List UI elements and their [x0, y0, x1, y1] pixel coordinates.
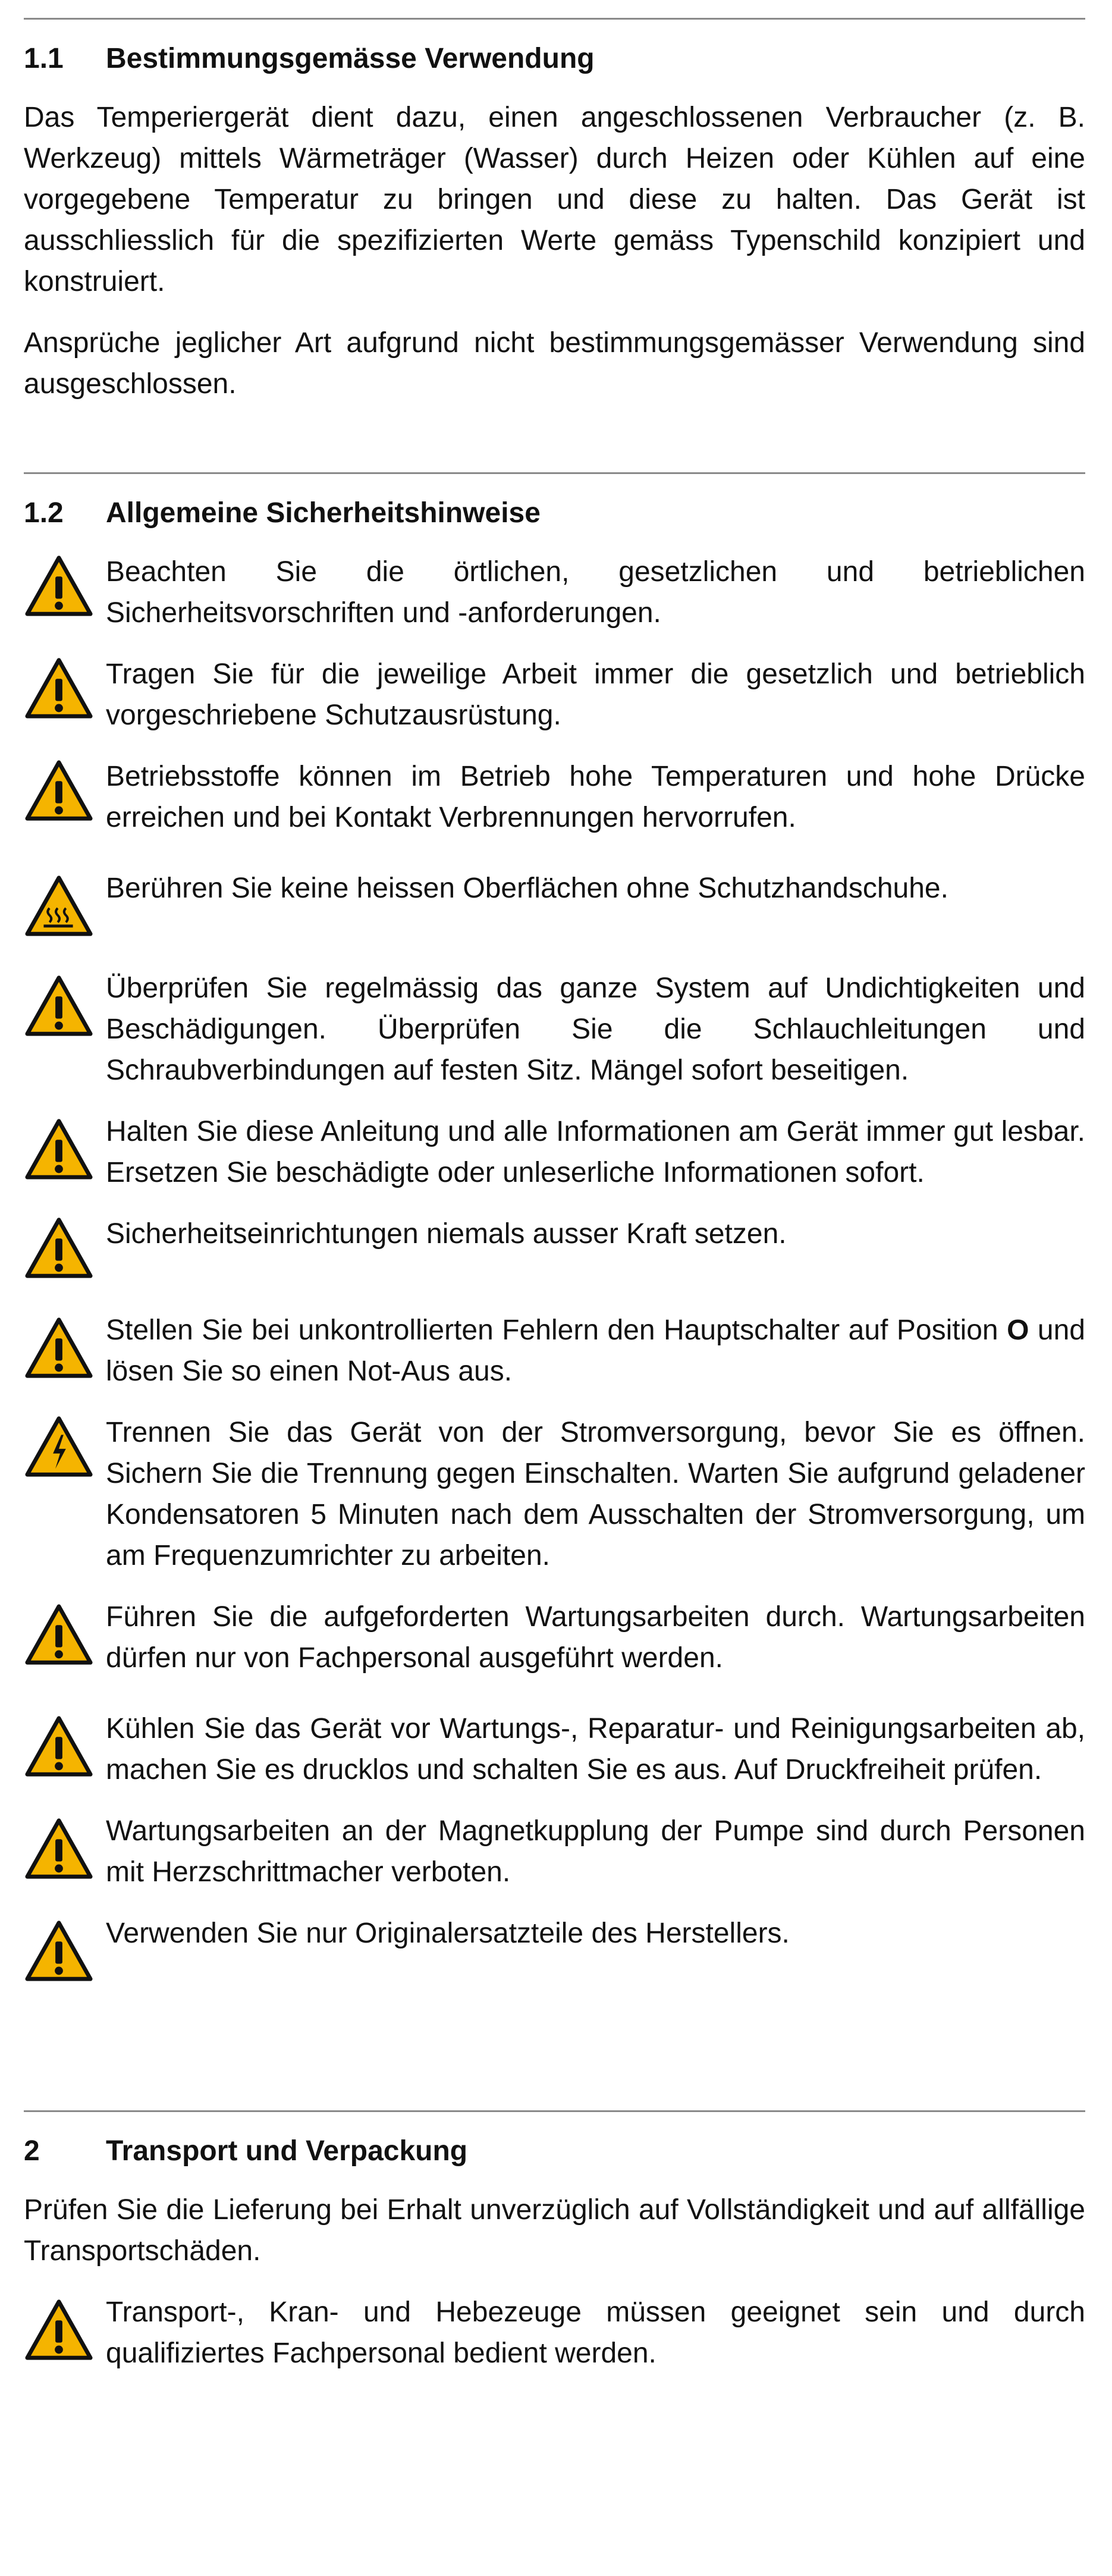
safety-note-text: Halten Sie diese Anleitung und alle Informationen am Gerät immer gut lesbar. Ersetzen Sie beschädigte oder unleserliche Informationen sofort.	[106, 1116, 1085, 1188]
warning-icon	[24, 1913, 106, 1983]
warning-icon	[24, 1811, 106, 1881]
safety-note-text: Transport-, Kran- und Hebezeuge müssen geeignet sein und durch qualifiziertes Fachpersonal bedient werden.	[106, 2296, 1085, 2369]
section-number: 2	[24, 2135, 40, 2167]
safety-note	[24, 868, 1085, 938]
warning-icon	[24, 756, 106, 823]
safety-note-text: Sicherheitseinrichtungen niemals ausser Kraft setzen.	[106, 1218, 787, 1250]
safety-note	[24, 1811, 1085, 1893]
paragraph: Ansprüche jeglicher Art aufgrund nicht bestimmungsgemässer Verwendung sind ausgeschlossen.	[24, 327, 1085, 400]
section-divider	[24, 2110, 1085, 2112]
electrical-hazard-icon	[24, 1412, 106, 1479]
section-title: Allgemeine Sicherheitshinweise	[106, 497, 541, 529]
warning-icon	[24, 1213, 106, 1280]
safety-note	[24, 654, 1085, 736]
section-heading	[24, 495, 1085, 531]
safety-note	[24, 1310, 1085, 1392]
safety-note-text: Überprüfen Sie regelmässig das ganze System auf Undichtigkeiten und Beschädigungen. Überprüfen Sie die Schlauchleitungen und Schraubverbindungen auf festen Sitz. Mängel sofort beseitigen.	[106, 972, 1085, 1086]
safety-note-text: Führen Sie die aufgeforderten Wartungsarbeiten durch. Wartungsarbeiten dürfen nur von Fachpersonal ausgeführt werden.	[106, 1601, 1085, 1674]
section-number: 1.1	[24, 43, 64, 74]
section-divider	[24, 18, 1085, 20]
safety-note	[24, 1412, 1085, 1576]
switch-position-label: O	[1007, 1314, 1029, 1346]
hot-surface-icon	[24, 868, 106, 938]
section-heading	[24, 41, 1085, 77]
safety-note-text: Betriebsstoffe können im Betrieb hohe Temperaturen und hohe Drücke erreichen und bei Kontakt Verbrennungen hervorrufen.	[106, 761, 1085, 833]
safety-note-text: Wartungsarbeiten an der Magnetkupplung der Pumpe sind durch Personen mit Herzschrittmacher verboten.	[106, 1815, 1085, 1888]
warning-icon	[24, 2292, 106, 2362]
safety-note-text-part: Stellen Sie bei unkontrollierten Fehlern den Hauptschalter auf Position	[106, 1314, 1007, 1346]
paragraph: Prüfen Sie die Lieferung bei Erhalt unverzüglich auf Vollständigkeit und auf allfällige Transportschäden.	[24, 2194, 1085, 2267]
safety-note-text: Kühlen Sie das Gerät vor Wartungs-, Reparatur- und Reinigungsarbeiten ab, machen Sie es drucklos und schalten Sie es aus. Auf Druckfreiheit prüfen.	[106, 1713, 1085, 1786]
safety-note-text	[106, 1310, 1085, 1392]
safety-note-text: Beachten Sie die örtlichen, gesetzlichen und betrieblichen Sicherheitsvorschriften und -anforderungen.	[106, 556, 1085, 629]
section-heading	[24, 2133, 1085, 2169]
safety-note	[24, 1708, 1085, 1790]
warning-icon	[24, 968, 106, 1038]
document-page	[24, 18, 1085, 2394]
safety-note-text: Berühren Sie keine heissen Oberflächen ohne Schutzhandschuhe.	[106, 873, 948, 904]
warning-icon	[24, 1596, 106, 1667]
safety-note	[24, 551, 1085, 633]
warning-icon	[24, 551, 106, 618]
warning-icon	[24, 654, 106, 720]
safety-note	[24, 1913, 1085, 1983]
warning-icon	[24, 1310, 106, 1380]
section-divider	[24, 472, 1085, 474]
safety-note-text-part: und lösen Sie so einen Not-Aus aus.	[106, 1314, 1085, 1387]
paragraph: Das Temperiergerät dient dazu, einen angeschlossenen Verbraucher (z. B. Werkzeug) mittels Wärmeträger (Wasser) durch Heizen oder Kühlen auf eine vorgegebene Temperatur zu bringen und diese zu halten. Das Gerät ist ausschliesslich für die spezifizierten Werte gemäss Typenschild konzipiert und konstruiert.	[24, 102, 1085, 297]
safety-note	[24, 756, 1085, 838]
safety-note	[24, 968, 1085, 1091]
safety-note	[24, 2292, 1085, 2374]
safety-note	[24, 1111, 1085, 1193]
section-number: 1.2	[24, 497, 64, 529]
safety-note-text: Verwenden Sie nur Originalersatzteile des Herstellers.	[106, 1918, 790, 1949]
warning-icon	[24, 1111, 106, 1181]
safety-note-text: Tragen Sie für die jeweilige Arbeit immer die gesetzlich und betrieblich vorgeschriebene Schutzausrüstung.	[106, 658, 1085, 731]
safety-note	[24, 1596, 1085, 1678]
section-title: Bestimmungsgemässe Verwendung	[106, 43, 595, 74]
section-title: Transport und Verpackung	[106, 2135, 468, 2167]
safety-note-text: Trennen Sie das Gerät von der Stromversorgung, bevor Sie es öffnen. Sichern Sie die Trennung gegen Einschalten. Warten Sie aufgrund geladener Kondensatoren 5 Minuten nach dem Ausschalten der Stromversorgung, um am Frequenzumrichter zu arbeiten.	[106, 1417, 1085, 1571]
warning-icon	[24, 1708, 106, 1778]
safety-note	[24, 1213, 1085, 1280]
